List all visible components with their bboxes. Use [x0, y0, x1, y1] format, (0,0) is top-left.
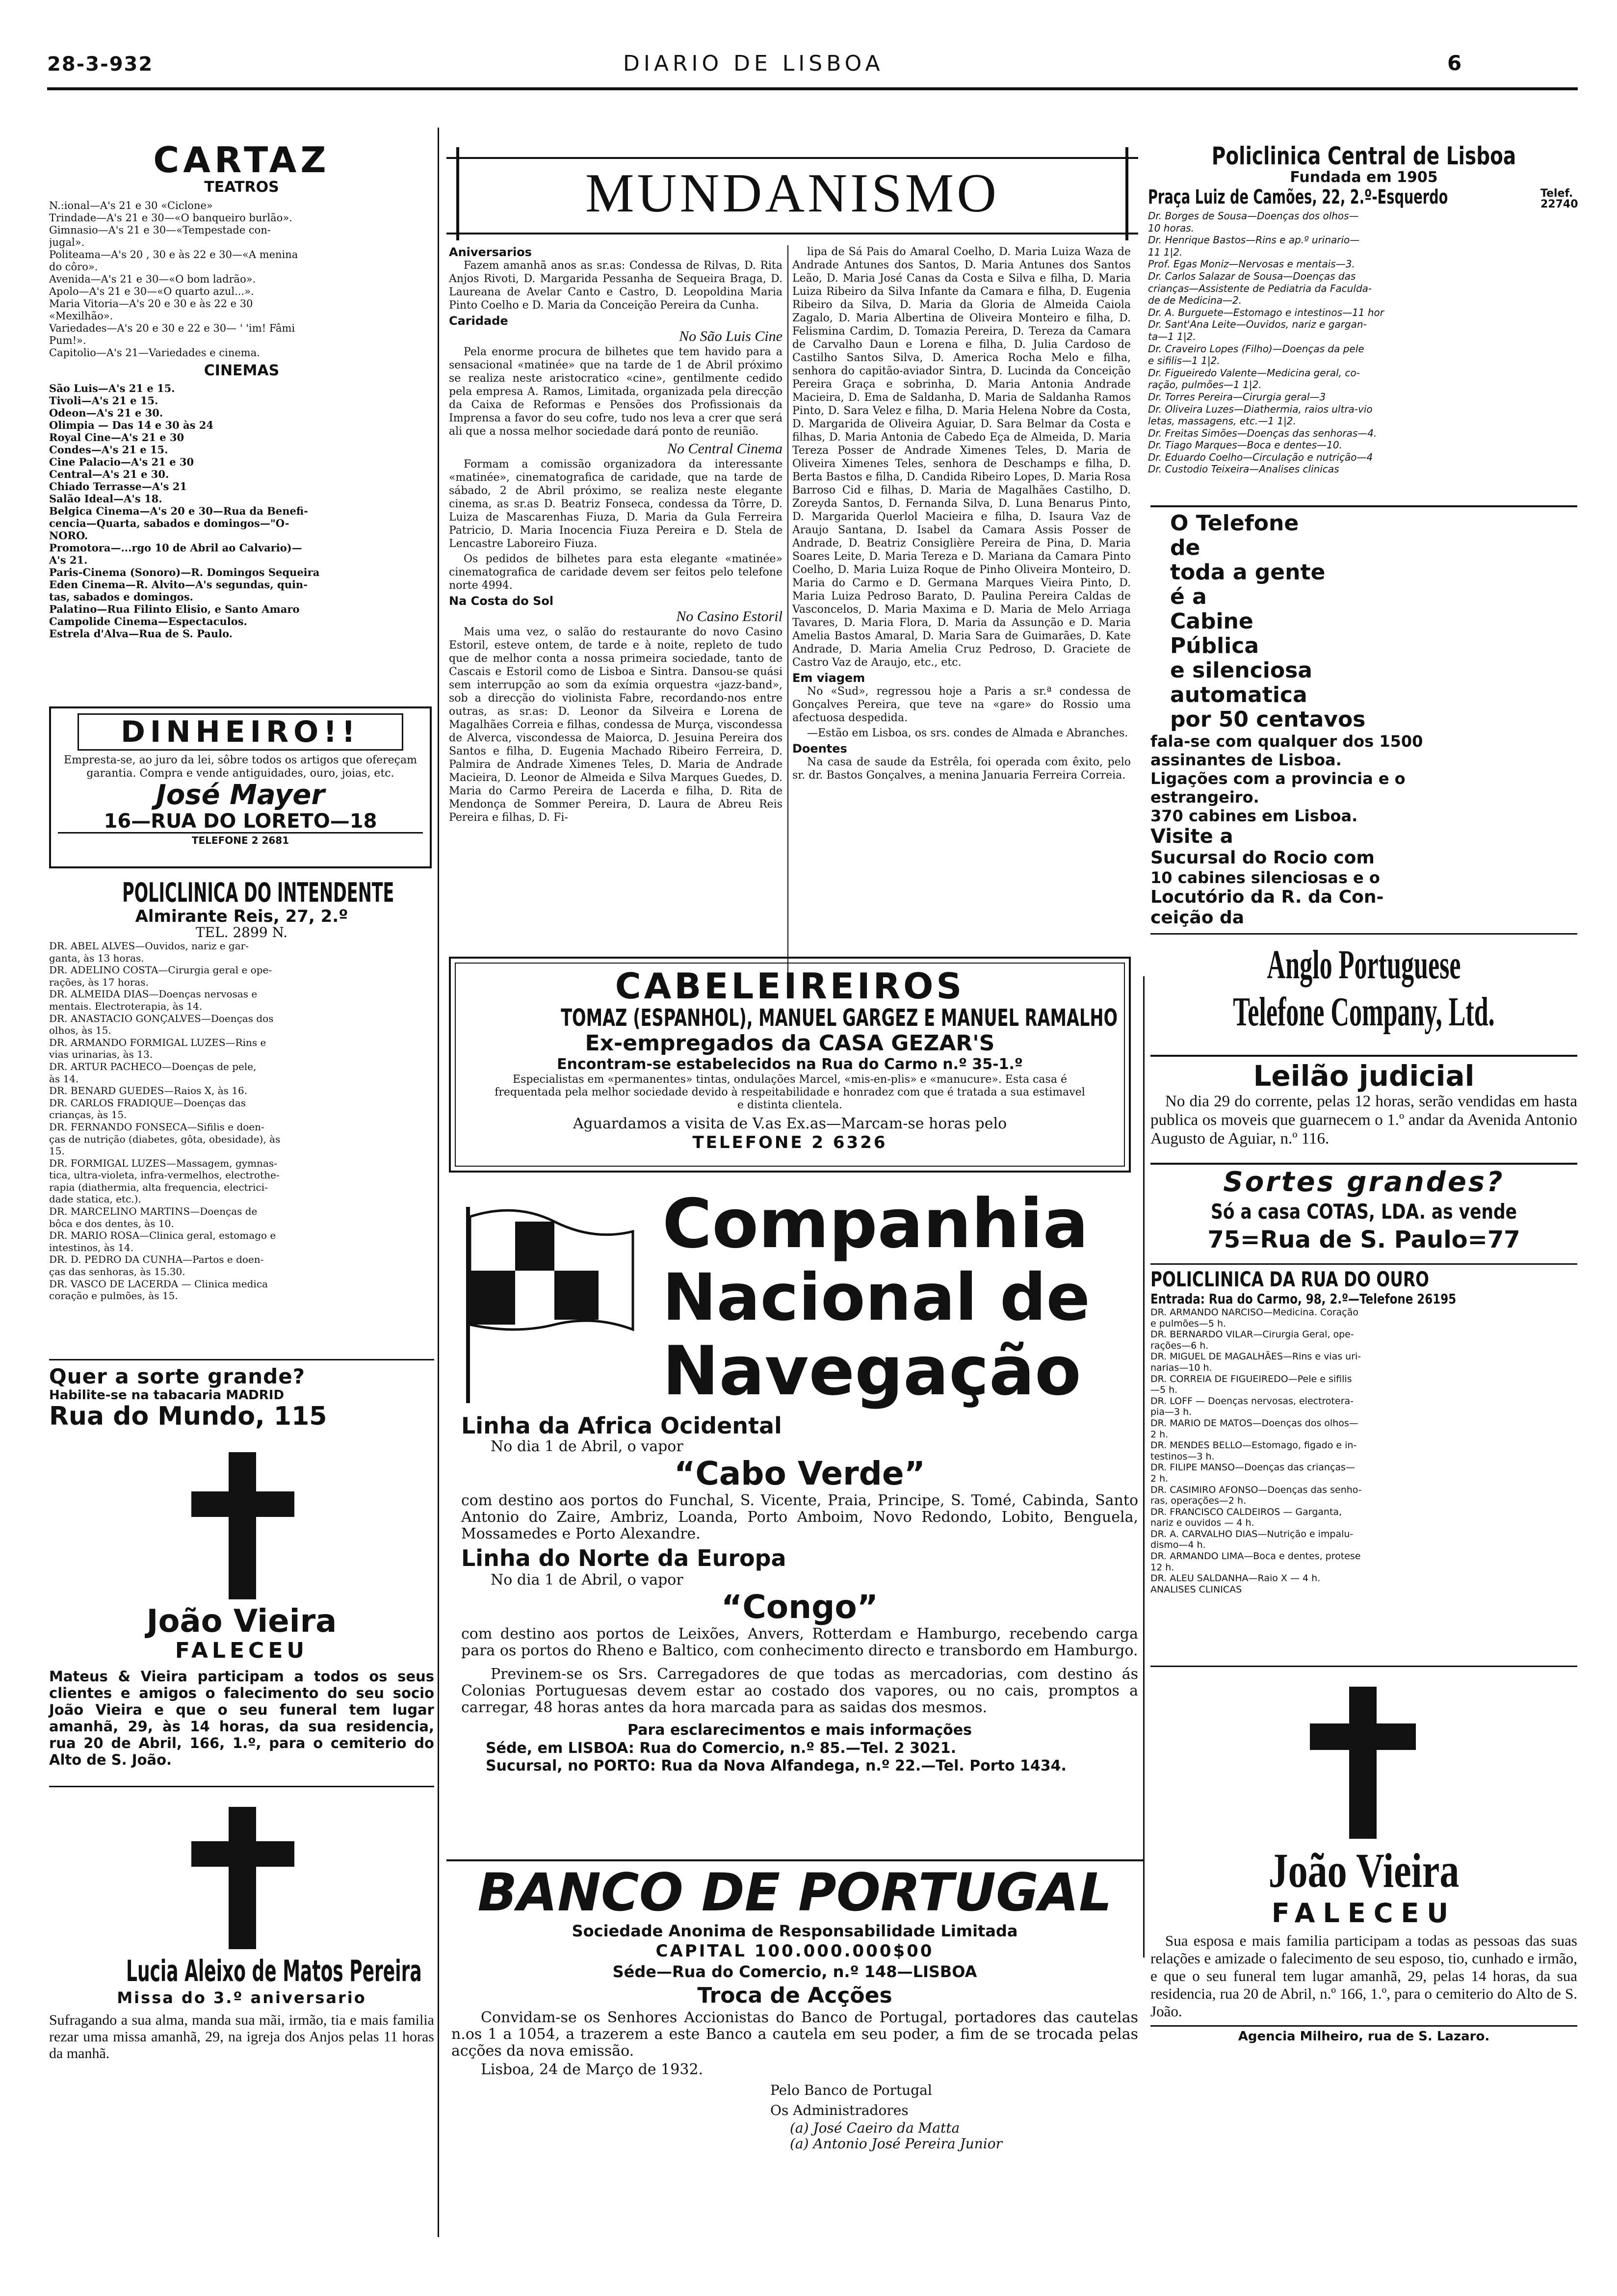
companhia-info: Para esclarecimentos e mais informações [627, 1722, 972, 1739]
teatro-entry: Politeama—A's 20 , 30 e às 22 e 30—«A menina [49, 249, 298, 261]
doctor-entry: Dr. Tiago Marques—Boca e dentes—10. [1148, 439, 1342, 451]
intendente-doctors [49, 940, 434, 1302]
banco-sig1: (a) José Caeiro da Matta [790, 2120, 960, 2136]
doctor-entry: ração, pulmões—1 1|2. [1148, 379, 1262, 391]
cabeleireiros-visita: Aguardamos a visita de V.as Ex.as—Marcam-se horas pelo [573, 1115, 1007, 1132]
cabeleireiros-enc: Encontram-se estabelecidos na Rua do Carmo n.º 35-1.º [557, 1056, 1023, 1073]
obituary-right [1150, 1666, 1577, 2046]
dinheiro-text: Empresta-se, ao juro da lei, sôbre todos os artigos que ofereçam garantia. Compra e vende antiguidades, ouro, joias, etc. [64, 754, 417, 780]
banco-sede: Séde—Rua do Comercio, n.º 148—LISBOA [612, 1962, 977, 1981]
paragraph: Fazem amanhã anos as sr.as: Condessa de Rilvas, D. Rita Anjos Rivoti, D. Margarida Pessanha de Sequeira Braga, D. Laureana de Avelar Canto e Castro, D. Leopoldina Maria Pinto Coelho e D. Maria da Conceição Pereira da Cunha. [449, 260, 782, 312]
doctor-entry: dismo—4 h. [1150, 1539, 1206, 1551]
doctor-entry: —5 h. [1150, 1384, 1178, 1396]
cinema-entry: cencia—Quarta, sabados e domingos—"O- [49, 517, 289, 529]
cinema-entry: NORO. [49, 529, 88, 542]
paragraph: Mais uma vez, o salão do restaurante do novo Casino Estoril, esteve ontem, de tarde e à noite, repleto de tudo que de melhor conta a nossa primeira sociedade, tanto de Cascais e Estoril como de Lisboa e Sintra. Dansou-se quási sem interrupção ao som da exímia orquestra «jazz-band», sob a direcção do violinista Fabre, recordando-nos entre outras, as sr.as: D. Leonor da Silveira e Lorena de Magalhães Correia e filhas, condessa de Murça, viscondessa de Alverca, viscondessa de Maiorca, D. Jesuina Pereira dos Santos e filha, D. Eugenia Machado Ribeiro Ferreira, D. Palmira de Andrade Ximenes Teles, D. Maria de Andrade Macieira, D. Leonor de Almeida e Silva Marques Guedes, D. Maria do Carmo Pereira de Lacerda e filha, D. Rita de Mendonça de Sommer Pereira, D. Laura de Abreu Reis Pereira e filhas, D. Fi- [449, 626, 782, 824]
banco-by: Pelo Banco de Portugal [770, 2082, 932, 2098]
ship-cabo-verde: “Cabo Verde” [674, 1455, 926, 1492]
obit-right-agencia: Agencia Milheiro, rua de S. Lazaro. [1150, 2025, 1577, 2046]
doctor-entry: Dr. Craveiro Lopes (Filho)—Doenças da pele [1148, 342, 1364, 355]
cartaz-title: CARTAZ [153, 139, 330, 181]
doctor-entry: 2 h. [1150, 1429, 1169, 1440]
cinema-entry: Royal Cine—A's 21 e 30 [49, 431, 184, 444]
doctor-entry: DR. D. PEDRO DA CUNHA—Partos e doen- [49, 1253, 264, 1266]
section-heading: Caridade [449, 314, 508, 328]
doctor-entry: DR. BERNARDO VILAR—Cirurgia Geral, ope- [1150, 1329, 1354, 1340]
paragraph: lipa de Sá Pais do Amaral Coelho, D. Maria Luiza Waza de Andrade Antunes dos Santos, D. Maria Antunes dos Santos Leão, D. Maria José Canas da Costa e Silva e filha, D. Maria Luiza Ribeiro da Silva Infante da Camara e filha, D. Eugenia Ribeiro da Silva, D. Maria da Gloria de Almeida Caiola Zagalo, D. Maria Albertina de Oliveira Monteiro e filha, D. Felismina Cardim, D. Tomazia Pereira, D. Tereza da Camara de Carvalho Daun e Lorena e filha, D. Julia Cardoso de Castilho Santos Silva, D. America Rocha Melo e filha, senhora do capitão-aviador Sintra, D. Lucinda da Conceição Pereira Graça e sobrinha, D. Maria Antonia Andrade Macieira, D. Ema de Saldanha, D. Maria de Saldanha Ramos Pinto, D. Sara Velez e filha, D. Maria Helena Nobre da Costa, D. Margarida de Oliveira Aguiar, D. Sara Belmar da Costa e filhas, D. Maria Antonia de Cabedo Eça de Almeida, D. Maria Tereza Posser de Andrade Ximenes Teles, D. Maria de Oliveira Ximenes Teles, senhora de Deschamps e filha, D. Berta Bastos e filha, D. Candida Ribeiro Lopes, D. Maria Rosa Barroso Cid e filhas, D. Maria de Magalhães Castilho, D. Zoreyda Santos, D. Fernanda Silva, D. Luna Benarus Pinto, D. Margarida Querlol Macieira e filha, D. Isaura Vaz de Araujo Santana, D. Isabel da Camara Assis Posser de Andrade, D. Beatriz Consiglière Pereira de Pina, D. Maria Soares Leite, D. Maria Tereza e D. Mariana da Camara Pinto Coelho, D. Maria Luiza Roque de Pinho Oliveira Monteiro, D. Maria do Carmo e D. Germana Marques Vieira Pinto, D. Maria Luiza Pedroso Barato, D. Paulina Pereira Caldas de Vasconcelos, D. Maria Maxima e D. Maria de Melo Arriaga Tavares, D. Maria Flora, D. Maria da Assunção e D. Maria Amelia Bastos Amaral, D. Maria Sara de Guimarães, D. Kate Andrade, D. Maria Amelia Cruz Pedroso, D. Graciete de Castro Vaz de Araujo, etc., etc. [792, 246, 1131, 669]
telefone-line: 370 cabines em Lisboa. [1150, 807, 1358, 825]
doctor-entry: DR. ABEL ALVES—Ouvidos, nariz e gar- [49, 940, 249, 952]
doctor-entry: DR. MARIO DE MATOS—Doenças dos olhos— [1150, 1417, 1358, 1429]
doctor-entry: DR. ARMANDO LIMA—Boca e dentes, protese [1150, 1551, 1361, 1562]
doctor-entry: ças de nutrição (diabetes, gôta, obesidade), às [49, 1133, 281, 1145]
doctor-entry: DR. ALMEIDA DIAS—Doenças nervosas e [49, 988, 258, 1000]
cinema-entry: Condes—A's 21 e 15. [49, 444, 168, 456]
telefone-line: automatica [1170, 682, 1307, 707]
doctor-entry: nariz e ouvidos — 4 h. [1150, 1517, 1254, 1529]
column-rule [787, 245, 788, 981]
norte-date: No dia 1 de Abril, o vapor [491, 1571, 683, 1589]
telefone-line: 10 cabines silenciosas e o [1150, 868, 1380, 887]
doctor-entry: Dr. Custodio Teixeira—Analises clinicas [1148, 463, 1339, 475]
doctor-entry: intestinos, às 14. [49, 1241, 134, 1253]
column-rule [438, 128, 439, 2237]
sorte-line2: Habilite-se na tabacaria MADRID [49, 1388, 285, 1403]
mundanismo-col1 [449, 245, 782, 826]
doctor-entry: rapia (diathermia, alta frequencia, electrici- [49, 1181, 268, 1193]
doctor-entry: Dr. Eduardo Coelho—Circulação e nutrição—4 [1148, 451, 1373, 463]
doctor-entry: vias urinarias, às 13. [49, 1048, 153, 1061]
obit-right-name: João Vieira [1268, 1843, 1460, 1898]
leilao-ad [1150, 1055, 1577, 1148]
doctor-entry: mentais. Electroterapia, às 14. [49, 1000, 203, 1012]
cross-icon [1150, 1667, 1577, 1844]
doctor-entry: ças das senhoras, às 15.30. [49, 1266, 185, 1278]
header-rule [47, 87, 1578, 90]
doctor-entry: DR. CORREIA DE FIGUEIREDO—Pele e sifilis [1150, 1373, 1352, 1384]
cross-icon [49, 1787, 434, 1954]
column-rule [1143, 976, 1145, 1957]
dinheiro-phone: TELEFONE 2 2681 [191, 835, 289, 846]
obituary-left [49, 1452, 434, 1768]
doctor-entry: DR. CASIMIRO AFONSO—Doenças das senho- [1150, 1484, 1362, 1495]
doctor-entry: DR. ADELINO COSTA—Cirurgia geral e ope- [49, 964, 272, 976]
section-subheading: No Casino Estoril [676, 608, 782, 625]
doctor-entry: DR. ANASTACIO GONÇALVES—Doenças dos [49, 1012, 274, 1024]
dinheiro-title: DINHEIRO!! [78, 713, 403, 751]
telefone-line: O Telefone [1170, 511, 1299, 536]
telefone-ad [1150, 505, 1577, 1036]
cross-icon [49, 1452, 434, 1604]
dinheiro-name: José Mayer [156, 779, 325, 811]
doctor-entry: narias—10 h. [1150, 1362, 1212, 1373]
lucia-text: Sufragando a sua alma, manda sua mãi, irmão, tia e mais familia rezar uma missa amanhã, 29, na igreja dos Anjos pelas 11 horas da manhã. [49, 2012, 434, 2061]
cinema-entry: Odeon—A's 21 e 30. [49, 407, 163, 419]
doctor-entry: Dr. Sant'Ana Leite—Ouvidos, nariz e gargan- [1148, 318, 1367, 331]
doctor-entry: DR. MARIO ROSA—Clinica geral, estomago e [49, 1229, 276, 1242]
doctor-entry: DR. CARLOS FRADIQUE—Doenças das [49, 1096, 246, 1109]
companhia-header [446, 1182, 1143, 1413]
doctor-entry: 12 h. [1150, 1562, 1174, 1573]
telefone-line: ceição da [1150, 908, 1245, 928]
cabeleireiros-text: Especialistas em «permanentes» tintas, ondulações Marcel, «mis-en-plis» e «manucure». Esta casa é frequentada pela melhor sociedade devido à respeitabilidade e honradez com que é tratada a sua estimavel e distinta clientela. [495, 1073, 1085, 1111]
telefone-line: Sucursal do Rocio com [1150, 848, 1375, 868]
mundanismo-banner [446, 147, 1138, 235]
banco-ad [446, 1859, 1143, 2152]
companhia-l3: Navegação [662, 1331, 1081, 1410]
cinemas-heading: CINEMAS [204, 362, 280, 379]
policlinica-central-ad [1148, 142, 1580, 475]
dinheiro-ad [49, 706, 432, 868]
teatro-entry: Maria Vitoria—A's 20 e 30 e às 22 e 30 [49, 298, 253, 310]
doctor-entry: 15. [49, 1145, 65, 1157]
sortes-line: Só a casa COTAS, LDA. as vende [1211, 1200, 1517, 1224]
doctor-entry: tica, ultra-violeta, infra-vermelhos, electrothe- [49, 1169, 280, 1181]
banco-sub: Sociedade Anonima de Responsabilidade Limitada [572, 1922, 1018, 1940]
cabeleireiros-names: TOMAZ (ESPANHOL), MANUEL GARGEZ E MANUEL RAMALHO [561, 1004, 1118, 1032]
telefone-lines [1150, 511, 1577, 928]
section-heading: Na Costa do Sol [449, 594, 554, 608]
banco-capital: CAPITAL 100.000.000$00 [655, 1941, 934, 1961]
cabeleireiros-ex: Ex-empregados da CASA GEZAR'S [585, 1031, 995, 1056]
doctor-entry: de de Medicina—2. [1148, 294, 1242, 307]
doctor-entry: Prof. Egas Moniz—Nervosas e mentais—3. [1148, 258, 1355, 270]
doctor-entry: DR. LOFF — Doenças nervosas, electrotera- [1150, 1395, 1354, 1407]
doctor-entry: DR. BENARD GUEDES—Raios X, às 16. [49, 1085, 248, 1097]
telefone-line: é a [1170, 584, 1207, 609]
cinema-entry: Promotora—...rgo 10 de Abril ao Calvario)— [49, 542, 302, 554]
telefone-line: Visite a [1150, 825, 1233, 848]
teatro-entry: Avenida—A's 21 e 30—«O bom ladrão». [49, 273, 256, 285]
cinemas-list [49, 382, 434, 640]
doctor-entry: rações, às 17 horas. [49, 976, 149, 988]
pc-fundada: Fundada em 1905 [1290, 169, 1438, 186]
pc-tel: Telef. 22740 [1540, 187, 1578, 210]
teatro-entry: jugal». [49, 236, 85, 248]
obit-faleceu: FALECEU [175, 1638, 309, 1663]
sortes-ad [1150, 1163, 1577, 1254]
companhia-previnem: Previnem-se os Srs. Carregadores de que todas as mercadorias, com destino ás Colonias Portuguesas devem estar ao costado dos vapores, ou no cais, promptos a carregar, 48 horas antes da hora marcada para as saidas dos mesmos. [461, 1666, 1138, 1716]
doctor-entry: ganta, às 13 horas. [49, 952, 144, 964]
issue-date: 28-3-932 [47, 53, 154, 76]
doctor-entry: DR. ARMANDO NARCISO—Medicina. Coração [1150, 1307, 1358, 1318]
doctor-entry: pia—3 h. [1150, 1407, 1192, 1418]
paragraph: Pela enorme procura de bilhetes que tem havido para a sensacional «matinée» que na tarde de 1 de Abril próximo se realiza neste aristocratico «cine», gentilmente cedido pela empresa A. Ramos, Limitada, organizada pela direcção da Caixa de Reformas e Pensões dos Profissionais da Imprensa a favor do seu cofre, tudo nos leva a crer que será ali que a nossa melhor sociedade dará ponto de reunião. [449, 346, 782, 438]
cinema-entry: Central—A's 21 e 30. [49, 468, 169, 480]
doctor-entry: crianças, às 15. [49, 1109, 127, 1121]
doctor-entry: e sifilis—1 1|2. [1148, 355, 1220, 367]
teatro-entry: Apolo—A's 21 e 30—«O quarto azul...». [49, 286, 254, 297]
ship-congo: “Congo” [721, 1588, 879, 1626]
cabeleireiros-tel: TELEFONE 2 6326 [692, 1133, 887, 1152]
cinema-entry: Paris-Cinema (Sonoro)—R. Domingos Sequeira [49, 566, 320, 578]
obit-right-text: Sua esposa e mais familia participam a todas as pessoas das suas relações e amizade o falecimento de seu esposo, tio, cunhado e irmão, e que o seu funeral tem lugar amanhã, 29, pelas 14 horas, da sua residencia, rua 20 de Abril, n.º 166, 1.º, para o cemiterio do Alto de S. João. [1150, 1932, 1577, 2020]
teatros-heading: TEATROS [204, 179, 279, 196]
mundanismo-title: MUNDANISMO [585, 163, 1000, 224]
lucia-notice [49, 1786, 434, 2062]
intendente-ad [49, 878, 434, 1302]
banco-text: Convidam-se os Senhores Accionistas do Banco de Portugal, portadores das cautelas n.os 1 a 1054, a trazerem a este Banco a cautela em seu poder, a fim de se trocada pelas acções da nova emissão. [451, 2009, 1138, 2060]
banco-date: Lisboa, 24 de Março de 1932. [481, 2061, 704, 2078]
doctor-entry: DR. FRANCISCO CALDEIROS — Garganta, [1150, 1506, 1342, 1517]
telefone-line: estrangeiro. [1150, 788, 1259, 807]
africa-date: No dia 1 de Abril, o vapor [491, 1438, 683, 1455]
doctor-entry: DR. ALEU SALDANHA—Raio X — 4 h. [1150, 1573, 1321, 1584]
cartaz [49, 139, 434, 640]
doctor-entry: ras, operações—2 h. [1150, 1495, 1247, 1507]
doctor-entry: DR. FERNANDO FONSECA—Sifilis e doen- [49, 1121, 264, 1133]
doctor-entry: DR. ARMANDO FORMIGAL LUZES—Rins e [49, 1036, 266, 1048]
norte-heading: Linha do Norte da Europa [461, 1545, 786, 1571]
telefone-line: fala-se com qualquer dos 1500 [1150, 732, 1423, 751]
sortes-title: Sortes grandes? [1223, 1166, 1505, 1198]
sorte-ad [49, 1359, 434, 1430]
paragraph: Os pedidos de bilhetes para esta elegante «matinée» cinematografica de caridade devem ser feitos pelo telefone norte 4994. [449, 553, 782, 592]
pc-title: Policlinica Central de Lisboa [1211, 142, 1516, 170]
flag-icon [456, 1202, 643, 1408]
cinema-entry: Olimpia — Das 14 e 30 às 24 [49, 419, 214, 431]
intendente-address: Almirante Reis, 27, 2.º [135, 907, 348, 926]
lucia-missa: Missa do 3.º aniversario [117, 1988, 366, 2007]
cabeleireiros-ad [449, 957, 1131, 1173]
doctor-entry: DR. VASCO DE LACERDA — Clinica medica [49, 1278, 268, 1290]
telefone-line: por 50 centavos [1170, 707, 1366, 732]
teatro-entry: «Mexilhão». [49, 310, 113, 322]
doctor-entry: 10 horas. [1148, 222, 1194, 234]
banco-admins: Os Administradores [770, 2102, 909, 2118]
doctor-entry: olhos, às 15. [49, 1024, 111, 1037]
banco-title: BANCO DE PORTUGAL [477, 1862, 1112, 1923]
doctor-entry: Dr. Figueiredo Valente—Medicina geral, co- [1148, 366, 1360, 379]
page-number: 6 [1447, 51, 1462, 75]
cinema-entry: Eden Cinema—R. Alvito—A's segundas, quin- [49, 578, 308, 591]
doctor-entry: DR. ARTUR PACHECO—Doenças de pele, [49, 1060, 257, 1072]
companhia-ad [446, 1182, 1143, 1775]
banco-troca: Troca de Acções [697, 1983, 892, 2008]
intendente-title: POLICLINICA DO INTENDENTE [122, 877, 394, 908]
cinema-entry: Salão Ideal—A's 18. [49, 493, 162, 505]
section-heading: Aniversarios [449, 245, 532, 259]
doctor-entry: Dr. Torres Pereira—Cirurgia geral—3 [1148, 391, 1326, 403]
companhia-l2: Nacional de [662, 1260, 1090, 1335]
doctor-entry: letas, massagens, etc.—1 1|2. [1148, 415, 1296, 427]
doctor-entry: DR. FORMIGAL LUZES—Massagem, gymnas- [49, 1157, 277, 1169]
teatro-entry: do côro». [49, 261, 98, 273]
doctor-entry: Dr. Oliveira Luzes—Diathermia, raios ultra-vio [1148, 403, 1373, 415]
doctor-entry: dade statica, etc.). [49, 1193, 141, 1205]
section-heading: Doentes [792, 742, 847, 756]
doctor-entry: DR. MENDES BELLO—Estomago, figado e in- [1150, 1440, 1357, 1451]
paragraph: No «Sud», regressou hoje a Paris a sr.ª condessa de Gonçalves Pereira, que teve na «gare» do Rossio uma afectuosa despedida. [792, 685, 1131, 724]
section-heading: Em viagem [792, 671, 865, 685]
paragraph: Na casa de saude da Estrêla, foi operada com êxito, pelo sr. dr. Bastos Gonçalves, a menina Januaria Ferreira Correia. [792, 756, 1131, 782]
doctor-entry: Dr. Carlos Salazar de Sousa—Doenças das [1148, 270, 1356, 282]
teatro-entry: Gimnasio—A's 21 e 30—«Tempestade con- [49, 224, 271, 236]
doctor-entry: Dr. Freitas Simões—Doenças das senhoras—4. [1148, 427, 1377, 439]
telefone-line: de [1170, 535, 1200, 560]
po-address: Entrada: Rua do Carmo, 98, 2.º—Telefone 26195 [1150, 1291, 1457, 1307]
policlinica-ouro-ad [1150, 1263, 1577, 1595]
cinema-entry: Estrela d'Alva—Rua de S. Paulo. [49, 627, 233, 640]
section-subheading: No São Luis Cine [679, 328, 782, 344]
doctor-entry: DR. A. CARVALHO DIAS—Nutrição e impalu- [1150, 1528, 1354, 1539]
po-doctors [1150, 1307, 1577, 1595]
dinheiro-address: 16—RUA DO LORETO—18 [58, 810, 423, 834]
teatro-entry: Variedades—A's 20 e 30 e 22 e 30— ' 'im! Fâmi [49, 322, 295, 334]
doctor-entry: ta—1 1|2. [1148, 330, 1196, 342]
teatro-entry: N.:ional—A's 21 e 30 «Ciclone» [49, 200, 213, 211]
lucia-name: Lucia Aleixo de Matos Pereira [126, 1954, 422, 1988]
doctor-entry: Dr. Borges de Sousa—Doenças dos olhos— [1148, 210, 1359, 222]
teatro-entry: Capitolio—A's 21—Variedades e cinema. [49, 347, 260, 359]
doctor-entry: Dr. A. Burguete—Estomago e intestinos—11 hor [1148, 306, 1384, 318]
telefone-line: Cabine [1170, 609, 1253, 634]
telefone-line: toda a gente [1170, 560, 1326, 585]
cinema-entry: São Luis—A's 21 e 15. [49, 382, 175, 394]
telefone-line: Pública [1170, 633, 1259, 658]
obit-right-faleceu: FALECEU [1271, 1898, 1457, 1929]
banco-sig2: (a) Antonio José Pereira Junior [790, 2136, 1003, 2152]
telefone-line: assinantes de Lisboa. [1150, 751, 1342, 769]
obit-text: Mateus & Vieira participam a todos os seus clientes e amigos o falecimento do seu socio João Vieira e que o seu funeral tem lugar amanhã, 29, às 14 horas, da sua residencia, rua 20 de Abril, 166, 1.º, para o cemiterio do Alto de S. João. [49, 1668, 434, 1768]
cinema-entry: Tivoli—A's 21 e 15. [49, 394, 158, 407]
doctor-entry: Dr. Henrique Bastos—Rins e ap.º urinario— [1148, 234, 1360, 246]
doctor-entry: crianças—Assistente de Pediatria da Faculda- [1148, 282, 1372, 294]
norte-text: com destino aos portos de Leixões, Anvers, Rotterdam e Hamburgo, recebendo carga para os portos do Rheno e Baltico, com conhecimento directo e transbordo em Hamburgo. [461, 1625, 1138, 1659]
cinema-entry: Palatino—Rua Filinto Elisio, e Santo Amaro [49, 603, 300, 615]
doctor-entry: DR. FILIPE MANSO—Doenças das crianças— [1150, 1462, 1355, 1473]
pc-address: Praça Luiz de Camões, 22, 2.º-Esquerdo [1148, 186, 1448, 209]
telefone-company: Anglo Portuguese Telefone Company, Ltd. [1233, 942, 1495, 1035]
mundanismo-col2 [792, 245, 1131, 784]
companhia-sucursal: Sucursal, no PORTO: Rua da Nova Alfandega, n.º 22.—Tel. Porto 1434. [486, 1757, 1067, 1774]
doctor-entry: rações—6 h. [1150, 1340, 1209, 1351]
teatro-entry: Trindade—A's 21 e 30—«O banqueiro burlão». [49, 212, 292, 224]
doctor-entry: 11 1|2. [1148, 246, 1183, 258]
doctor-entry: DR. MARCELINO MARTINS—Doenças de [49, 1205, 258, 1218]
cinema-entry: Belgica Cinema—A's 20 e 30—Rua da Benefi- [49, 505, 308, 517]
doctor-entry: testinos—3 h. [1150, 1451, 1215, 1462]
telefone-line: Locutório da R. da Con- [1150, 887, 1384, 907]
doctor-entry: DR. MIGUEL DE MAGALHÃES—Rins e vias uri- [1150, 1351, 1361, 1362]
paragraph: Formam a comissão organizadora da interessante «matinée», cinematografica de caridade, que na tarde de sábado, 2 de Abril próximo, se realiza neste elegante cinema, as sr.as D. Beatriz Fonseca, condessa da Tôrre, D. Luiza de Mascarenhas Fiuza, D. Maria da Gula Ferreira Patricio, D. Maria Inocencia Fiuza Pereira e D. Stela de Lencastre Laboreiro Fiuza. [449, 458, 782, 550]
teatro-entry: Pum!». [49, 335, 86, 346]
paragraph: —Estão em Lisboa, os srs. condes de Almada e Abranches. [807, 727, 1128, 739]
africa-heading: Linha da Africa Ocidental [461, 1412, 782, 1439]
newspaper-title: DIARIO DE LISBOA [623, 51, 884, 76]
doctor-entry: ANALISES CLINICAS [1150, 1584, 1242, 1595]
cinema-entry: Cine Palacio—A's 21 e 30 [49, 456, 194, 468]
doctor-entry: bôca e dos dentes, às 10. [49, 1217, 174, 1229]
companhia-l1: Companhia [662, 1184, 1089, 1263]
telefone-line: Ligações com a provincia e o [1150, 769, 1406, 788]
cinema-entry: A's 21. [49, 554, 88, 566]
sorte-line1: Quer a sorte grande? [49, 1364, 306, 1388]
africa-text: com destino aos portos do Funchal, S. Vicente, Praia, Principe, S. Tomé, Cabinda, Santo Antonio do Zaire, Ambriz, Loanda, Porto Amboim, Novo Redondo, Lobito, Benguela, Mossamedes e Porto Alexandre. [461, 1492, 1138, 1542]
teatros-list [49, 200, 434, 359]
cabeleireiros-title: CABELEIREIROS [615, 965, 965, 1007]
obit-name: João Vieira [146, 1603, 337, 1640]
intendente-tel: TEL. 2899 N. [195, 924, 288, 940]
po-title: POLICLINICA DA RUA DO OURO [1150, 1267, 1429, 1291]
doctor-entry: e pulmões—5 h. [1150, 1318, 1226, 1329]
cinema-entry: Chiado Terrasse—A's 21 [49, 480, 187, 493]
sortes-addr: 75=Rua de S. Paulo=77 [1207, 1226, 1520, 1253]
doctor-entry: às 14. [49, 1072, 79, 1085]
doctor-entry: 2 h. [1150, 1473, 1169, 1484]
leilao-title: Leilão judicial [1253, 1059, 1475, 1093]
cinema-entry: Campolide Cinema—Espectaculos. [49, 615, 247, 627]
pc-doctors [1148, 210, 1580, 475]
telefone-line: e silenciosa [1170, 658, 1312, 683]
sorte-line3: Rua do Mundo, 115 [49, 1402, 327, 1431]
section-subheading: No Central Cinema [667, 441, 782, 457]
cinema-entry: tas, sabados e domingos. [49, 591, 193, 603]
companhia-sede: Séde, em LISBOA: Rua do Comercio, n.º 85.—Tel. 2 3021. [486, 1740, 956, 1757]
leilao-text: No dia 29 do corrente, pelas 12 horas, serão vendidas em hasta publica os moveis que guarnecem o 1.º andar da Avenida Antonio Augusto de Aguiar, n.º 116. [1150, 1093, 1577, 1148]
doctor-entry: coração e pulmões, às 15. [49, 1290, 178, 1302]
